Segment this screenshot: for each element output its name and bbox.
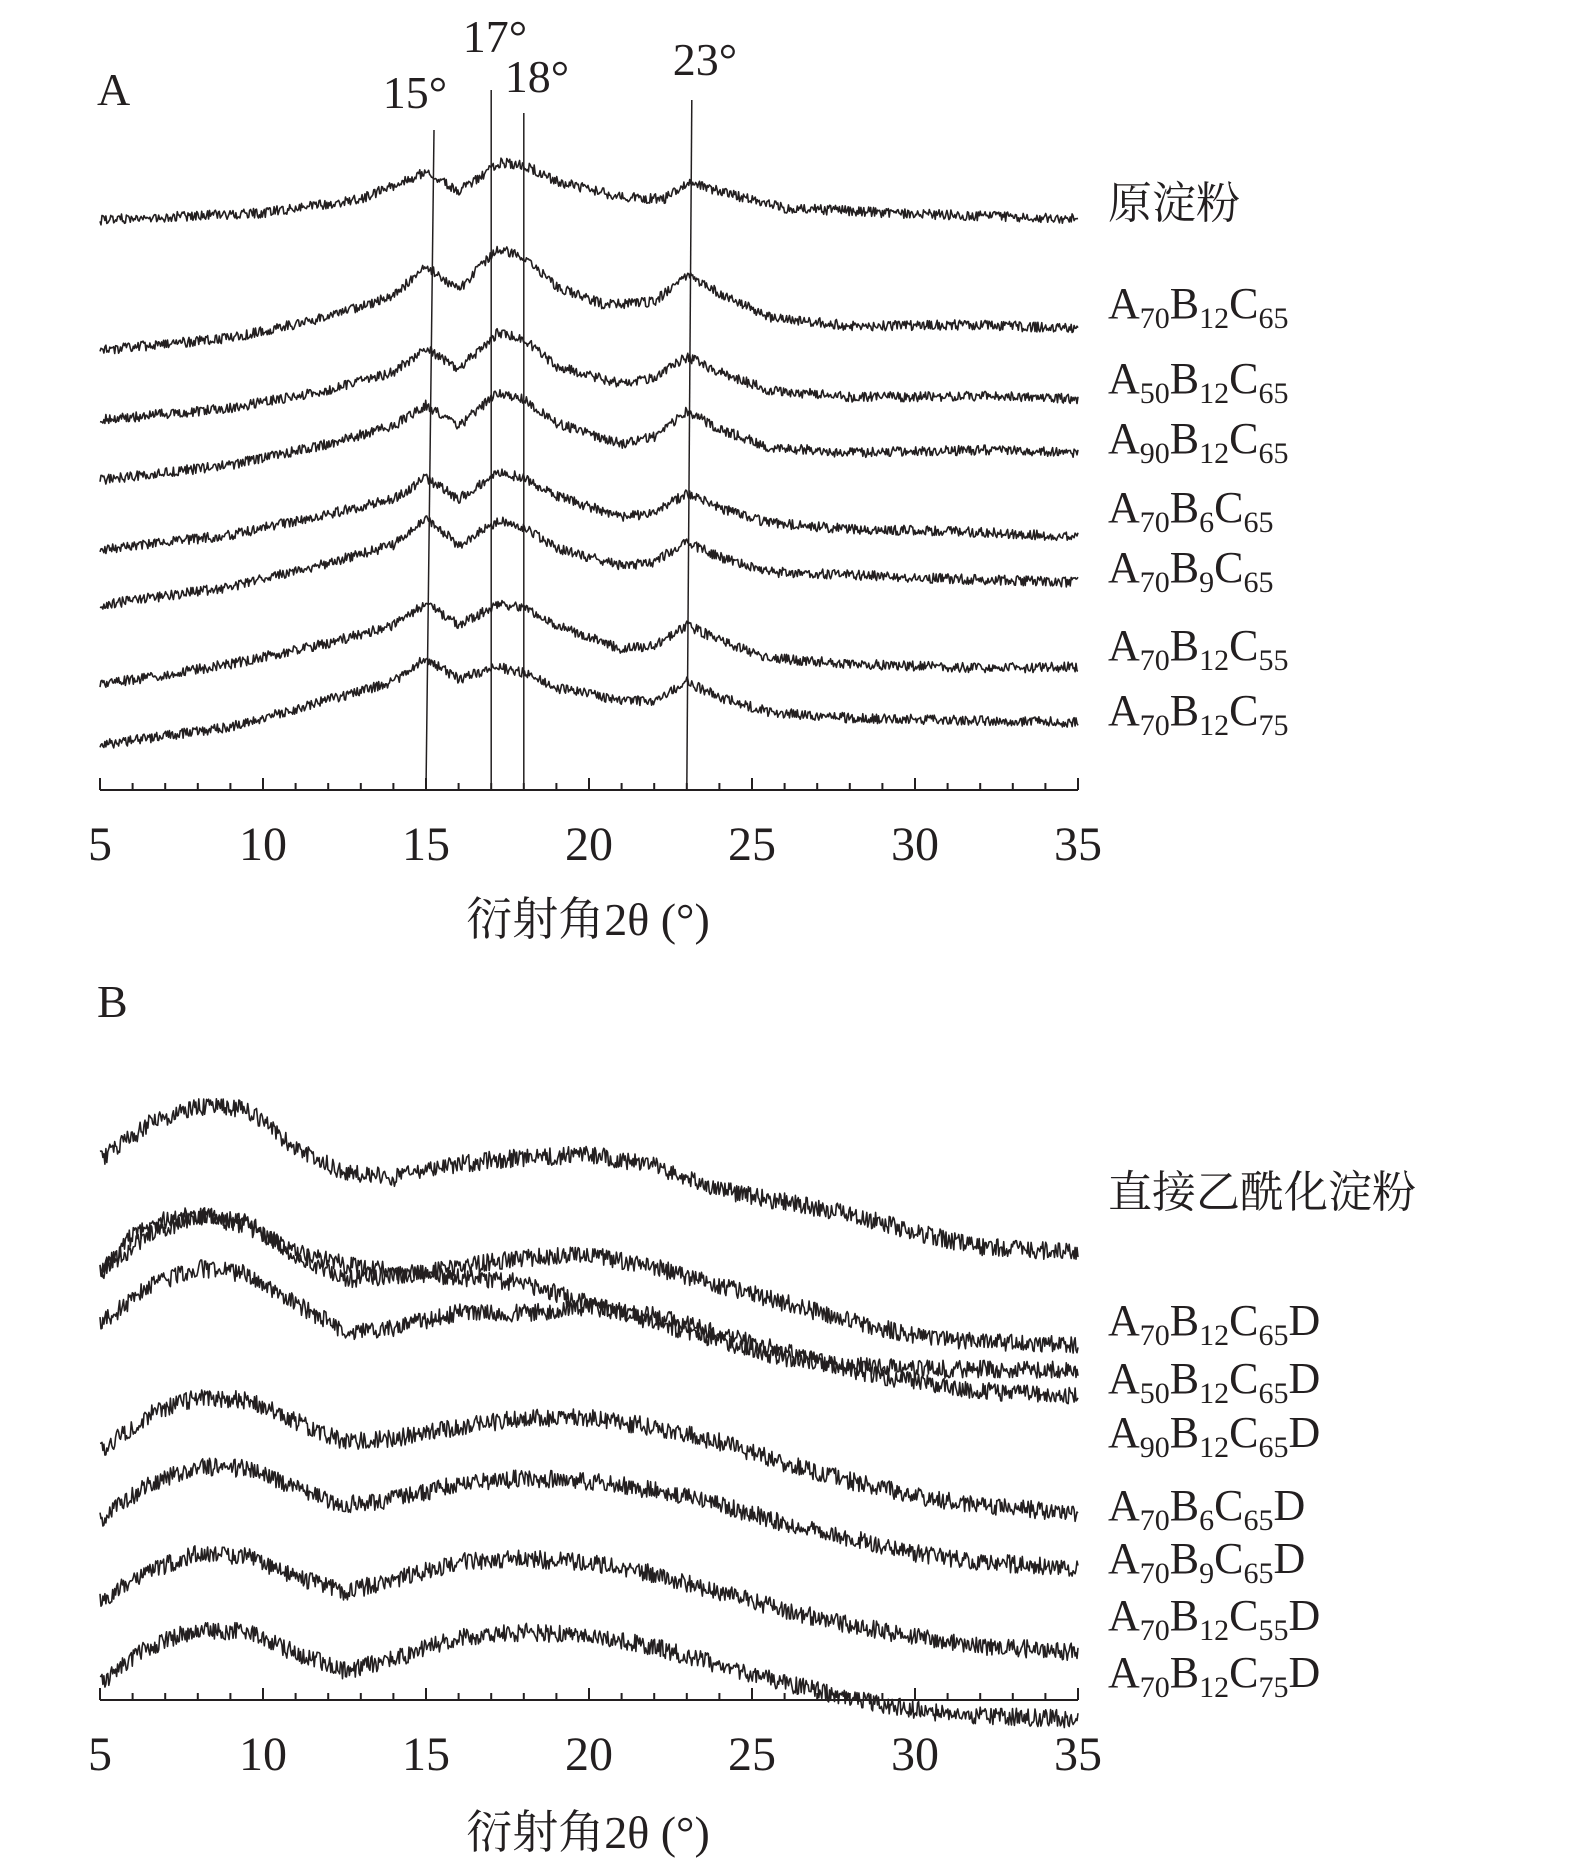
series-line <box>100 469 1078 553</box>
x-tick-label: 20 <box>565 1728 613 1781</box>
series-label: 原淀粉 <box>1108 179 1240 228</box>
series-line <box>100 1099 1078 1259</box>
x-tick-label: 25 <box>728 1728 776 1781</box>
x-tick-label: 30 <box>891 1728 939 1781</box>
series-line <box>100 1260 1078 1404</box>
series-label: 直接乙酰化淀粉 <box>1108 1168 1416 1217</box>
series-line <box>100 1208 1078 1378</box>
peak-marker-line <box>426 130 434 790</box>
x-tick-label: 15 <box>402 1728 450 1781</box>
panel-label: B <box>97 976 128 1027</box>
series-label: $A_{50}B_{12}C_{65}$ <box>1108 354 1289 410</box>
series-line <box>100 658 1078 748</box>
series-line <box>100 601 1078 688</box>
x-tick-label: 5 <box>88 818 112 871</box>
x-tick-label: 30 <box>891 818 939 871</box>
series-label: $A_{70}B_{12}C_{55}$ <box>1108 621 1289 677</box>
x-tick-label: 35 <box>1054 818 1102 871</box>
series-label: $A_{50}B_{12}C_{65}D$ <box>1108 1354 1321 1410</box>
series-label: $A_{70}B_6C_{65}$ <box>1108 483 1274 539</box>
series-line <box>100 247 1078 354</box>
peak-marker-label: 17° <box>462 11 528 62</box>
panel-a <box>88 11 1289 945</box>
peak-marker-label: 23° <box>672 34 738 85</box>
series-label: $A_{90}B_{12}C_{65}$ <box>1108 414 1289 470</box>
series-line <box>100 1546 1078 1660</box>
series-label: $A_{70}B_6C_{65}D$ <box>1108 1481 1306 1537</box>
series-label: $A_{70}B_9C_{65}$ <box>1108 543 1274 599</box>
peak-marker-label: 15° <box>382 67 448 118</box>
series-label: $A_{90}B_{12}C_{65}D$ <box>1108 1408 1321 1464</box>
series-line <box>100 1390 1078 1521</box>
series-label: $A_{70}B_{12}C_{55}D$ <box>1108 1591 1321 1647</box>
series-label: $A_{70}B_{12}C_{65}$ <box>1108 279 1289 335</box>
x-tick-label: 10 <box>239 818 287 871</box>
series-label: $A_{70}B_9C_{65}D$ <box>1108 1534 1306 1590</box>
series-line <box>100 390 1078 484</box>
x-tick-label: 35 <box>1054 1728 1102 1781</box>
x-axis-label: 衍射角2θ (°) <box>466 894 710 945</box>
series-label: $A_{70}B_{12}C_{75}$ <box>1108 686 1289 742</box>
panel-b <box>88 976 1416 1858</box>
series-line <box>100 329 1078 424</box>
series-label: $A_{70}B_{12}C_{65}D$ <box>1108 1296 1321 1352</box>
x-tick-label: 25 <box>728 818 776 871</box>
x-tick-label: 5 <box>88 1728 112 1781</box>
series-line <box>100 158 1078 225</box>
x-axis-label: 衍射角2θ (°) <box>466 1807 710 1858</box>
x-tick-label: 15 <box>402 818 450 871</box>
panel-label: A <box>97 64 131 115</box>
x-tick-label: 20 <box>565 818 613 871</box>
peak-marker-label: 18° <box>504 51 570 102</box>
x-tick-label: 10 <box>239 1728 287 1781</box>
series-label: $A_{70}B_{12}C_{75}D$ <box>1108 1648 1321 1704</box>
